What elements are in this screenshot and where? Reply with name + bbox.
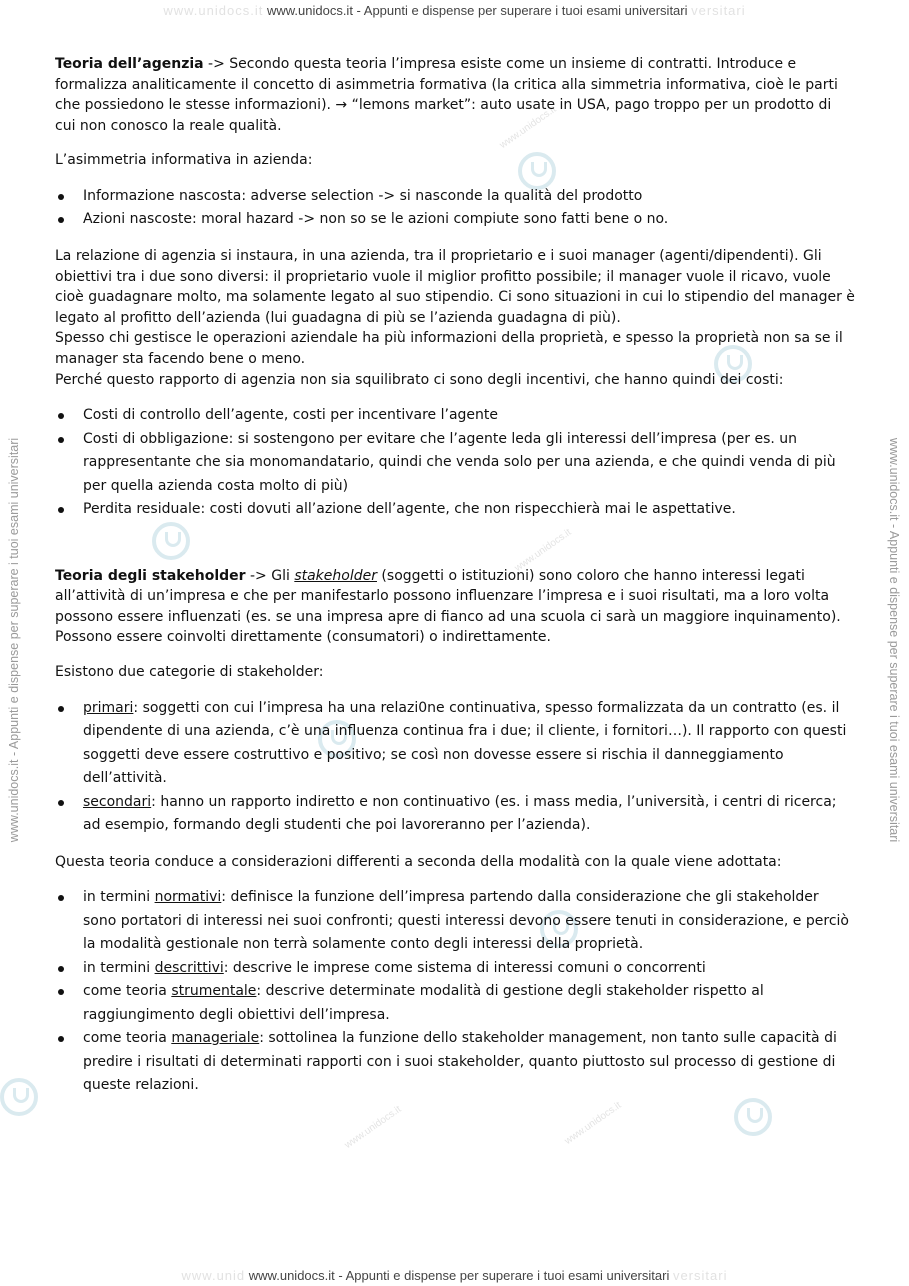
paragraph-stakeholder-theory xyxy=(55,566,855,648)
paragraph-asymmetry-intro: L’asimmetria informativa in azienda: xyxy=(55,152,313,169)
asymmetry-list xyxy=(55,185,855,232)
list-item: Costi di controllo dell’agente, costi per incentivare l’agente xyxy=(55,404,855,428)
agency-relation-line: La relazione di agenzia si instaura, in una azienda, tra il proprietario e i suoi manager (agenti/dipendenti). Gli obiettivi tra i due sono diversi: il proprietario vuole il miglior profitto possibile; il manager vuole il ricavo, vuole cioè guadagnare molto, ma solamente legato al suo stipendio. Ci sono situazioni in cui lo stipendio del manager è legato al profitto dell’azienda (lui guadagna di più se l’azienda guadagna di più). xyxy=(55,247,855,326)
agency-relation-line: Perché questo rapporto di agenzia non sia squilibrato ci sono degli incentivi, che hanno quindi dei costi: xyxy=(55,371,784,388)
watermark-diagonal-text: www.unidocs.it xyxy=(342,1104,404,1151)
mode-text: : definisce la funzione dell’impresa partendo dalla considerazione che gli stakeholder sono portatori di interessi nei suoi confronti; questi interessi devono essere tenuti in considerazione, e perciò la modalità gestionale non terrà solamente conto degli interessi della proprietà. xyxy=(83,889,849,953)
mode-pre: come teoria xyxy=(83,983,172,1000)
stakeholder-term: stakeholder xyxy=(294,567,377,584)
mode-term: strumentale xyxy=(171,983,257,1000)
list-item: Azioni nascoste: moral hazard -> non so se le azioni compiute sono fatti bene o no. xyxy=(55,208,855,232)
list-item: Perdita residuale: costi dovuti all’azione dell’agente, che non rispecchierà mai le aspettative. xyxy=(55,498,855,522)
list-item xyxy=(55,697,855,791)
footer-text: www.unidocs.it - Appunti e dispense per superare i tuoi esami universitari xyxy=(248,1268,670,1283)
mode-term: descrittivi xyxy=(154,959,224,976)
category-text: : soggetti con cui l’impresa ha una relazi0ne continuativa, spesso formalizzata da un contratto (es. il dipendente di una azienda, c’è una influenza continua fra i due; il cliente, i fornitori…). Il rapporto con questi soggetti deve essere costruttivo e positivo; se così non dovesse essere si rischia il danneggiamento dell’attività. xyxy=(83,699,847,787)
stakeholder-theory-pre: -> Gli xyxy=(245,567,295,584)
header-ghost-left: www.unidocs.it xyxy=(163,3,264,18)
stakeholder-theory-text: (soggetti o istituzioni) sono coloro che hanno interessi legati all’attività di un’impresa e che per manifestarlo possono influenzare l’impresa e i suoi risultati, ma a loro volta possono essere influenzati (es. se una impresa apre di fianco ad una scuola ci sarà un maggiore inquinamento). Possono essere coinvolti direttamente (consumatori) o indirettamente. xyxy=(55,567,841,646)
list-item xyxy=(55,980,855,1027)
mode-pre: come teoria xyxy=(83,1030,172,1047)
watermark-diagonal-text: www.unidocs.it xyxy=(562,1100,624,1147)
mode-text: : descrive le imprese come sistema di interessi comuni o concorrenti xyxy=(223,959,706,976)
header-text: www.unidocs.it - Appunti e dispense per superare i tuoi esami universitari xyxy=(266,3,688,18)
mode-pre: in termini xyxy=(83,959,155,976)
header-ghost-right: versitari xyxy=(691,3,746,18)
list-item: Informazione nascosta: adverse selection -> si nasconde la qualità del prodotto xyxy=(55,185,855,209)
document-body xyxy=(55,54,855,1112)
agency-relation-line: Spesso chi gestisce le operazioni aziendale ha più informazioni della proprietà, e spesso la proprietà non sa se il manager sta facendo bene o meno. xyxy=(55,330,843,367)
page-footer xyxy=(0,1268,909,1283)
theory-modes-list xyxy=(55,886,855,1098)
watermark-logo-icon xyxy=(0,1078,38,1116)
footer-ghost-left: www.unid xyxy=(181,1268,246,1283)
mode-term: normativi xyxy=(154,889,222,906)
watermark-diagonal-text: www.unidocs.it xyxy=(497,104,559,151)
stakeholder-categories-list xyxy=(55,697,855,838)
page-header xyxy=(0,3,909,18)
paragraph-theory-modes: Questa teoria conduce a considerazioni differenti a seconda della modalità con la quale viene adottata: xyxy=(55,853,782,870)
watermark-diagonal-text: www.unidocs.it xyxy=(512,527,574,574)
paragraph-agency-theory xyxy=(55,54,855,136)
mode-term: manageriale xyxy=(171,1030,260,1047)
category-text: : hanno un rapporto indiretto e non continuativo (es. i mass media, l’università, i centri di ricerca; ad esempio, formando degli studenti che poi lavoreranno per l’azienda). xyxy=(83,793,837,834)
category-term: secondari xyxy=(83,793,152,810)
list-item: Costi di obbligazione: si sostengono per evitare che l’agente leda gli interessi dell’impresa (per es. un rappresentante che sia monomandatario, quindi che venda solo per una azienda, e che quindi venda di più per quella azienda costa molto di più) xyxy=(55,428,855,499)
mode-pre: in termini xyxy=(83,889,155,906)
side-watermark-right-text: www.unidocs.it - Appunti e dispense per superare i tuoi esami universitari xyxy=(887,437,901,843)
paragraph-agency-relation xyxy=(55,246,855,390)
list-item xyxy=(55,791,855,838)
category-term: primari xyxy=(83,699,134,716)
list-item xyxy=(55,886,855,957)
list-item xyxy=(55,957,855,981)
agency-costs-list xyxy=(55,404,855,522)
stakeholder-theory-title: Teoria degli stakeholder xyxy=(55,567,246,584)
mode-text: : sottolinea la funzione dello stakeholder management, non tanto sulle capacità di predire i risultati di determinati rapporti con i suoi stakeholder, quanto piuttosto sul processo di gestione di queste relazioni. xyxy=(83,1030,837,1094)
side-watermark-left-text: www.unidocs.it - Appunti e dispense per superare i tuoi esami universitari xyxy=(7,437,21,843)
mode-text: : descrive determinate modalità di gestione degli stakeholder rispetto al raggiungimento degli obiettivi dell’impresa. xyxy=(83,983,764,1023)
paragraph-stakeholder-categories: Esistono due categorie di stakeholder: xyxy=(55,664,324,680)
agency-theory-text: -> Secondo questa teoria l’impresa esiste come un insieme di contratti. Introduce e formalizza analiticamente il concetto di asimmetria formativa (la critica alla simmetria informativa, cioè le parti che possiedono le stesse informazioni). → “lemons market”: auto usate in USA, pago troppo per un prodotto di cui non conosco la reale qualità. xyxy=(55,56,838,134)
agency-theory-title: Teoria dell’agenzia xyxy=(55,56,204,72)
list-item xyxy=(55,1027,855,1098)
footer-ghost-right: versitari xyxy=(672,1268,728,1283)
